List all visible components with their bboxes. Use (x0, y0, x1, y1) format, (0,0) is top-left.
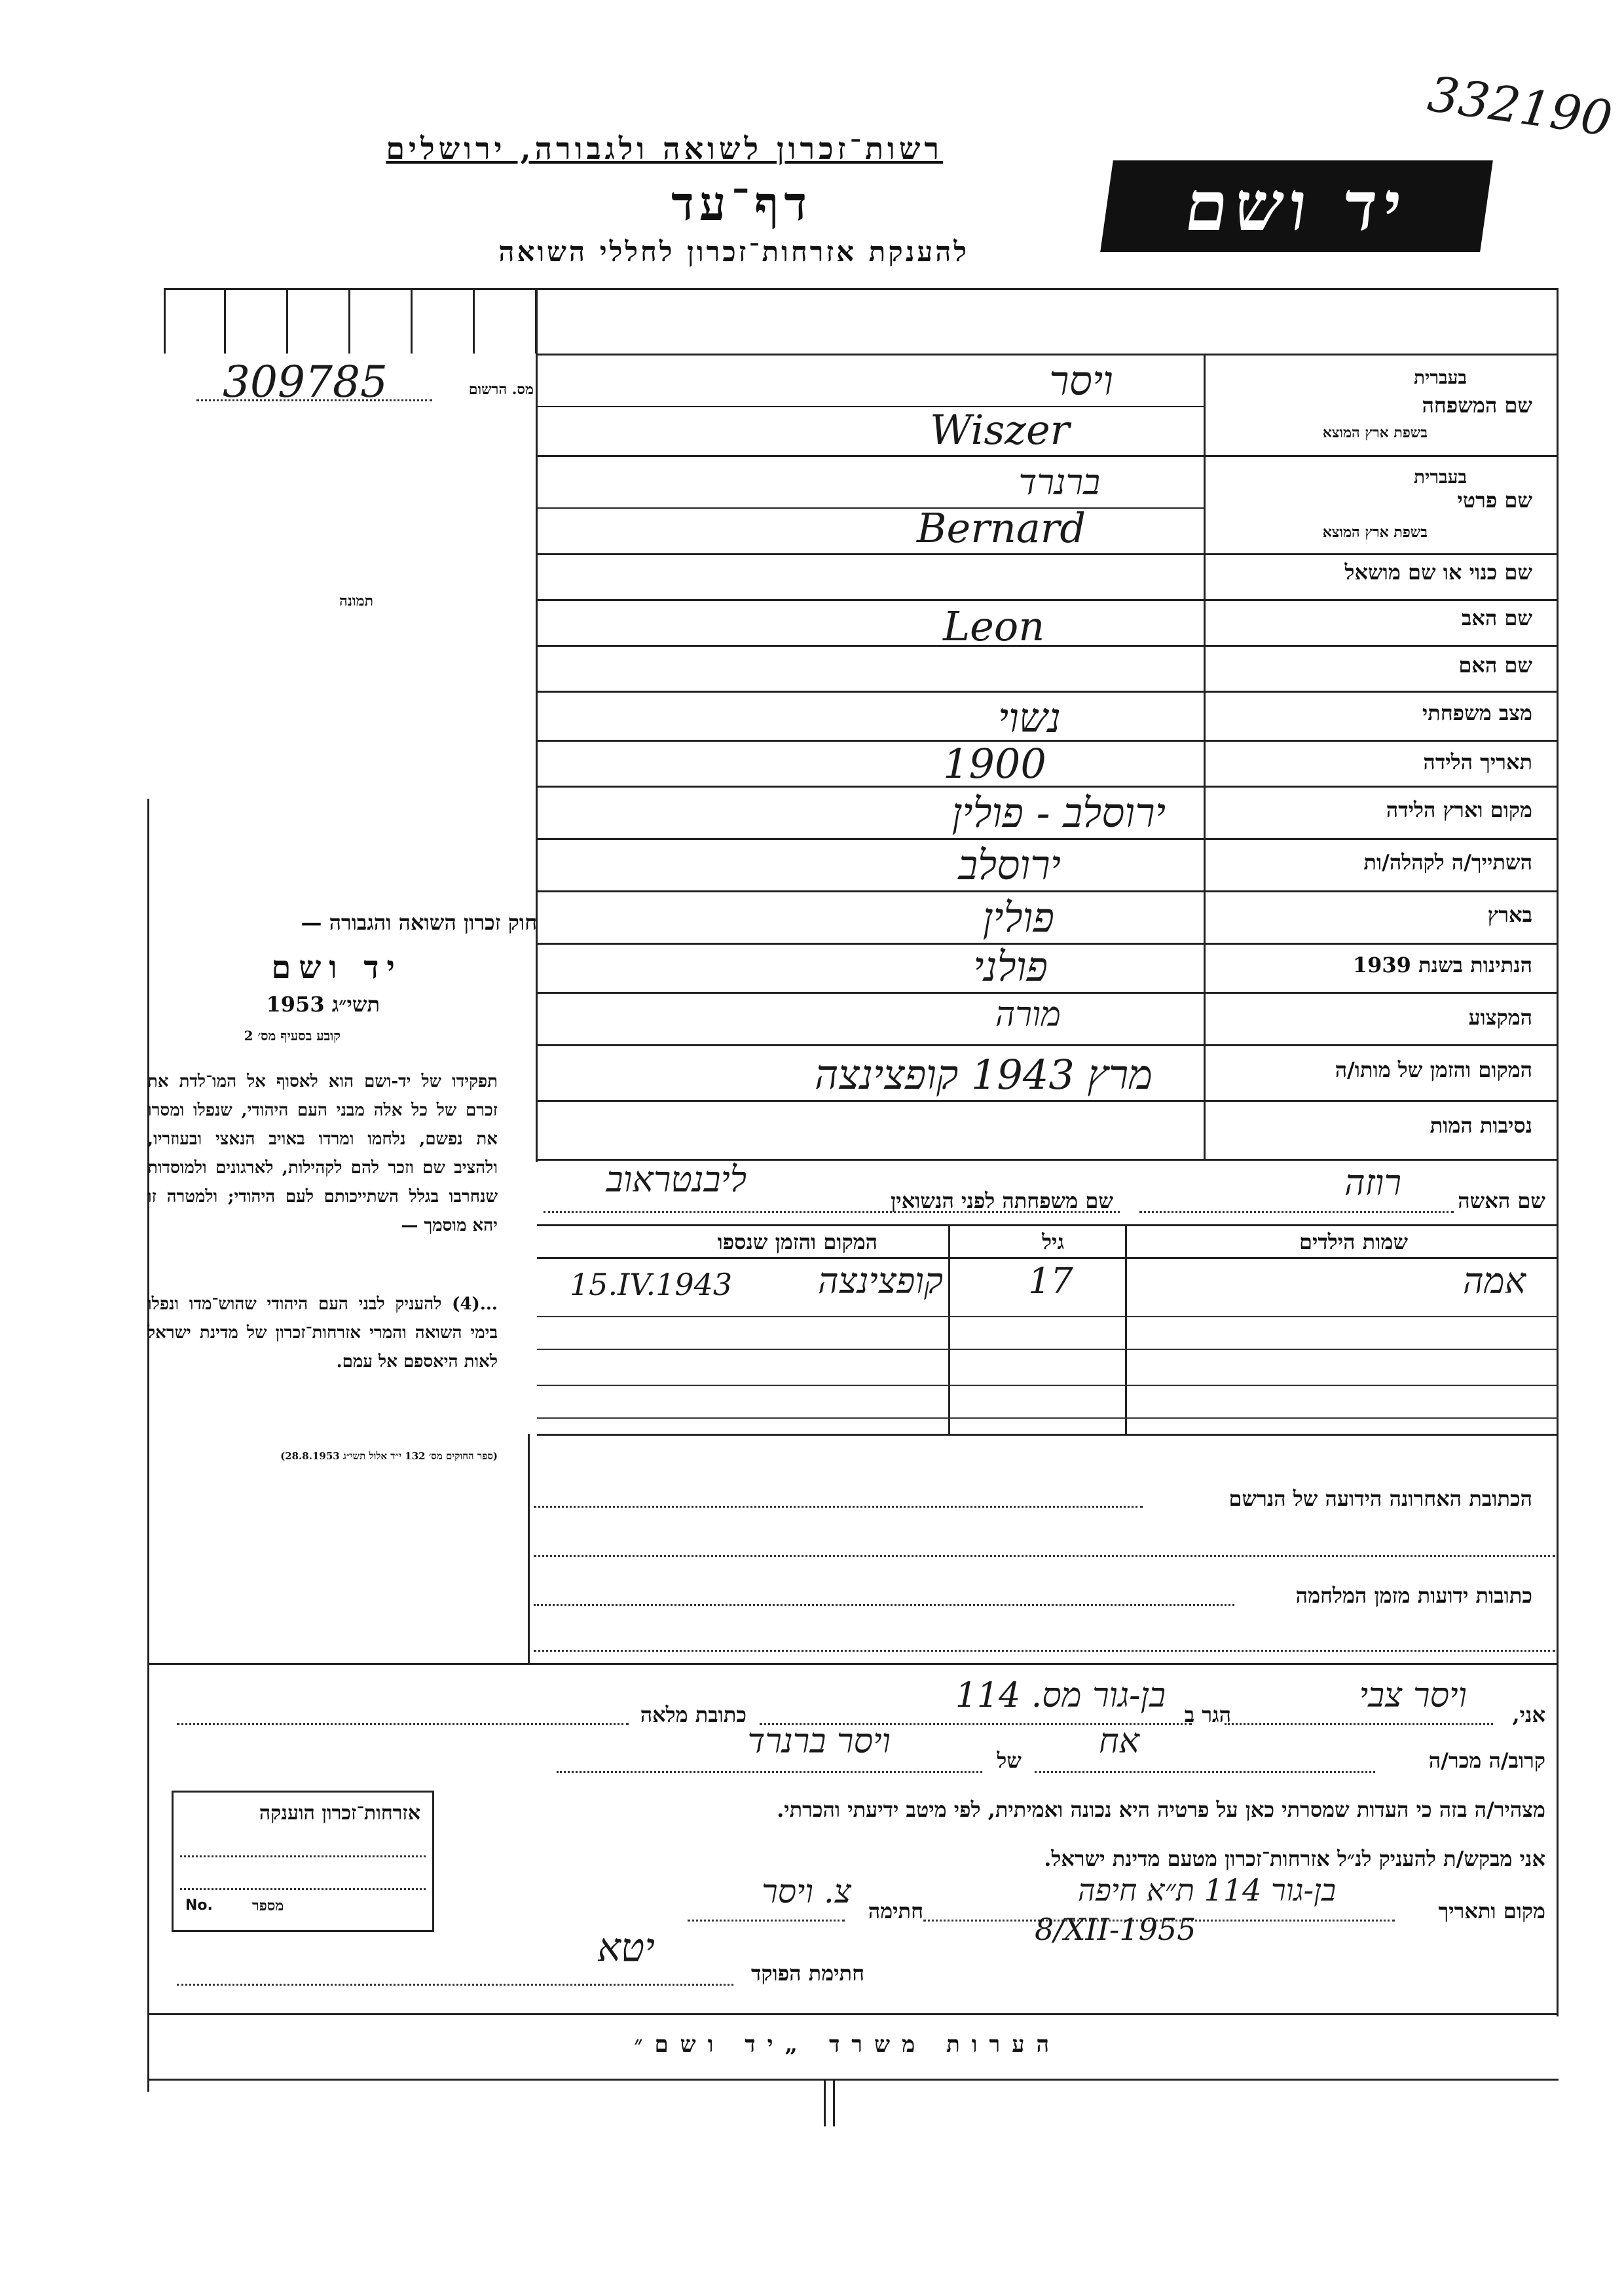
child-age: 17 (1028, 1260, 1073, 1302)
logo-text: יד ושם (1180, 166, 1414, 246)
request-statement: אני מבקש/ת להעניק לנ״ל אזרחות־זכרון מטעם מדינת ישראל. (1044, 1846, 1545, 1871)
community-value: ירוסלב (958, 841, 1061, 889)
nickname-label: שם כנוי או שם מושאל (1344, 560, 1532, 585)
registration-boxes (164, 288, 537, 354)
maiden-dots (544, 1211, 1120, 1213)
registration-dots (196, 399, 432, 401)
father-label: שם האב (1461, 606, 1532, 630)
wife-dots (1139, 1211, 1454, 1213)
family-name-label: שם המשפחה (1422, 393, 1532, 418)
authority-name: רשות־זכרון לשואה ולגבורה, ירושלים (386, 131, 943, 166)
footer-mark-1 (824, 2081, 826, 2126)
wife-label: שם האשה (1458, 1188, 1545, 1213)
birth-date-value: 1900 (943, 740, 1046, 788)
yad-vashem-logo (1100, 160, 1493, 252)
footer-top-border (147, 2013, 1559, 2015)
war-address-dots-1 (534, 1604, 1234, 1606)
wife-value: רוזה (1344, 1162, 1401, 1203)
signature-label: חתימה (868, 1899, 923, 1923)
signature-dots (688, 1920, 845, 1922)
place-date-label: מקום ותאריך (1438, 1899, 1545, 1923)
community-label: השתייך/ה לקהלה/ות (1363, 850, 1532, 875)
form-title: דף־עד (671, 175, 812, 231)
marital-status-value: נשוי (997, 694, 1061, 742)
children-row-line-3 (537, 1385, 1559, 1386)
officer-signature-label: חתימת הפוקד (751, 1961, 864, 1986)
row-line-13 (537, 992, 1559, 994)
children-row-line-2 (537, 1349, 1559, 1350)
law-clause: ...(4) להעניק לבני העם היהודי שהוש־מדו ונפלו בימי השואה והמרי אזרחות־זכרון של מדינת ישראל לאות היאספם אל עמם. (147, 1294, 498, 1372)
relation-label: קרוב/ה מכר/ה (1428, 1748, 1545, 1773)
award-box (172, 1791, 434, 1932)
declarant-residing-label: הגר ב (1184, 1702, 1231, 1727)
marital-status-label: מצב משפחתי (1422, 701, 1532, 725)
given-name-origin-label: בשפת ארץ המוצא (1322, 524, 1428, 541)
citizenship-value: פולני (973, 943, 1048, 991)
declarant-name: ויסר צבי (1359, 1676, 1467, 1715)
birth-date-label: תאריך הלידה (1423, 750, 1532, 774)
law-section: קובע בסעיף מס׳ 2 (244, 1028, 341, 1044)
row-line-4 (537, 553, 1559, 555)
award-number-label-en: No. (185, 1897, 213, 1914)
children-col-2 (1125, 1224, 1127, 1434)
maiden-name-label: שם משפחתה לפני הנשואין (891, 1188, 1113, 1213)
war-address-dots-2 (534, 1650, 1555, 1652)
footer-mid-line (147, 2079, 1559, 2081)
photo-label: תמונה (339, 592, 373, 610)
award-box-title: אזרחות־זכרון הוענקה (259, 1802, 420, 1825)
award-number-label: מספר (252, 1897, 284, 1914)
award-box-line-1 (180, 1855, 426, 1857)
father-value: Leon (943, 602, 1045, 650)
citizenship-label: הנתינות בשנת 1939 (1352, 953, 1532, 977)
form-subtitle: להענקת אזרחות־זכרון לחללי השואה (498, 236, 969, 268)
death-value: מרץ 1943 קופצינצה (815, 1051, 1153, 1099)
row-line-9 (537, 786, 1559, 788)
label-column-divider (1204, 354, 1206, 1159)
row-line-14 (537, 1044, 1559, 1046)
country-value: פולין (982, 894, 1054, 941)
given-name-hebrew-label: בעברית (1413, 466, 1467, 488)
declaration-statement: מצהיר/ה בזה כי העדות שמסרתי כאן על פרטיה היא נכונה ואמיתית, לפי מיטב ידיעתי והכרתי. (777, 1797, 1545, 1822)
children-names-header: שמות הילדים (1299, 1230, 1408, 1254)
mother-label: שם האם (1458, 653, 1532, 678)
place-date-value: בן-גור 114 ת״א חיפה (1077, 1872, 1336, 1908)
relation-value: אח (1099, 1722, 1139, 1761)
of-name: ויסר ברנרד (747, 1722, 891, 1761)
country-label: בארץ (1487, 902, 1532, 927)
award-box-line-2 (180, 1888, 426, 1890)
declarant-i-label: אני, (1512, 1702, 1545, 1727)
officer-signature: יטא (597, 1925, 655, 1971)
last-address-dots-2 (534, 1555, 1555, 1557)
of-label: של (997, 1748, 1022, 1773)
children-age-header: גיל (1042, 1230, 1064, 1254)
relation-dots (1035, 1771, 1375, 1773)
law-name: יד ושם (271, 949, 403, 986)
officer-signature-dots (177, 1984, 733, 1986)
family-name-origin: Wiszer (930, 406, 1070, 454)
row-line-12 (537, 943, 1559, 945)
declarant-top-border (147, 1663, 1559, 1665)
death-label: המקום והזמן של מותו/ה (1335, 1057, 1532, 1082)
of-dots (557, 1771, 982, 1773)
address-top-border (537, 1434, 1559, 1436)
law-body: תפקידו של יד-ושם הוא לאסוף אל המו־לדת את זכרם של כל אלה מבני העם היהודי, שנפלו ומסרו את נפשם, נלחמו ומרדו באויב הנאצי ובעוזריו, ולהציב שם וזכר להם לקהילות, לארגונים ולמוסדות שנחרבו בגלל השתייכותם לעם היהודי; ולמטרה זו יהא מוסמך — (147, 1072, 498, 1235)
declarant-address: בן-גור מס. 114 (955, 1676, 1166, 1715)
child-date: 15.IV.1943 (570, 1267, 733, 1302)
law-year: תשי״ג 1953 (266, 992, 380, 1017)
declaration-date: 8/XII-1955 (1035, 1912, 1196, 1947)
profession-value: מורה (995, 995, 1061, 1034)
law-citation: (ספר החוקים מס׳ 132 י״ד אלול תשי״ג 28.8.1953) (280, 1450, 498, 1462)
full-address-label: כתובת מלאה (640, 1702, 747, 1727)
children-top-border (537, 1224, 1559, 1226)
row-line-15 (537, 1100, 1559, 1102)
address-left-divider (528, 1434, 530, 1663)
office-notes-title: הערות משרד „יד ושם״ (634, 2032, 1061, 2058)
last-address-label: הכתובת האחרונה הידועה של הנרשם (1228, 1486, 1532, 1511)
given-name-origin: Bernard (917, 504, 1086, 552)
footer-mark-2 (833, 2081, 835, 2126)
death-circumstances-label: נסיבות המות (1430, 1113, 1532, 1138)
row-line-7 (537, 691, 1559, 693)
child-name: אמה (1462, 1260, 1526, 1302)
birth-place-value: ירוסלב - פולין (951, 789, 1166, 837)
children-col-1 (948, 1224, 950, 1434)
registration-label: מס. הרשום (468, 381, 534, 398)
family-name-hebrew-label: בעברית (1413, 367, 1467, 388)
birth-place-label: מקום וארץ הלידה (1386, 797, 1532, 822)
declarant-name-dots (1225, 1723, 1493, 1725)
right-border (1557, 288, 1559, 2016)
left-column-divider (536, 288, 538, 1162)
declarant-signature: צ. ויסר (762, 1872, 851, 1910)
profession-label: המקצוע (1468, 1005, 1532, 1030)
archive-number: 332190 (1424, 65, 1616, 148)
children-place-header: המקום והזמן שנספו (717, 1230, 877, 1254)
family-name-hebrew: ויסר (1049, 357, 1113, 405)
row-line-6 (537, 645, 1559, 647)
row-line-2 (537, 455, 1559, 457)
full-address-dots (177, 1723, 629, 1725)
given-name-label: שם פרטי (1457, 488, 1532, 513)
row-line-5 (537, 599, 1559, 601)
maiden-name-value: ליבנטראוב (606, 1159, 747, 1200)
given-name-hebrew: ברנרד (1018, 462, 1100, 503)
children-row-line-1 (537, 1316, 1559, 1317)
family-name-origin-label: בשפת ארץ המוצא (1322, 424, 1428, 441)
children-header-line (537, 1257, 1559, 1259)
children-row-line-4 (537, 1417, 1559, 1419)
left-border (147, 799, 149, 2092)
law-title: חוק זכרון השואה והגבורה — (301, 910, 537, 935)
last-address-dots-1 (534, 1506, 1143, 1508)
header-row-bottom (537, 354, 1559, 355)
war-address-label: כתובות ידועות מזמן המלחמה (1295, 1583, 1532, 1608)
registration-number: 309785 (223, 357, 388, 407)
child-place: קופצינצה (818, 1260, 943, 1302)
row-line-3 (537, 507, 1204, 509)
row-line-1 (537, 406, 1204, 407)
row-line-11 (537, 890, 1559, 892)
row-line-10 (537, 838, 1559, 840)
